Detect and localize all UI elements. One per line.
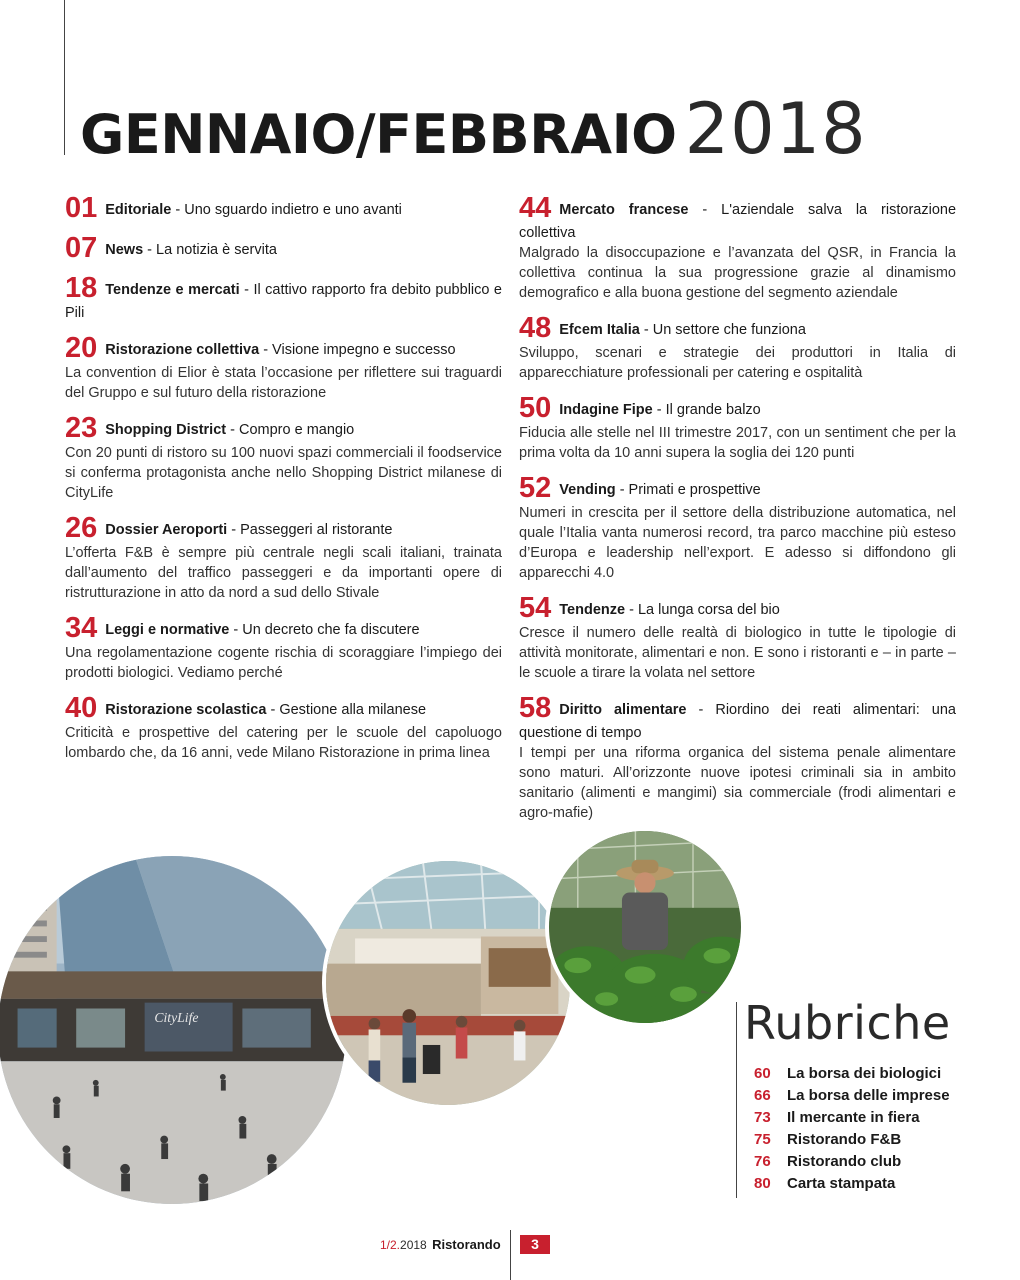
contents-entry[interactable] [519, 473, 956, 583]
contents-entry[interactable] [65, 413, 502, 503]
entry-description: Sviluppo, scenari e strategie dei produttori in Italia di apparecchiature professionali per catering e ospitalità [519, 345, 956, 381]
page-number: 3 [520, 1235, 550, 1254]
rubrica-item[interactable] [754, 1173, 950, 1195]
entry-section-title: Ristorazione collettiva [105, 342, 260, 358]
entry-section-title: Tendenze [559, 602, 626, 618]
entry-page-number: 50 [519, 392, 552, 424]
rubrica-label: La borsa delle imprese [787, 1087, 950, 1104]
top-vertical-rule [64, 0, 65, 155]
rubrica-item[interactable] [754, 1151, 950, 1173]
rubrica-page-number: 75 [754, 1131, 771, 1148]
rubrica-item[interactable] [754, 1107, 950, 1129]
rubrica-item[interactable] [754, 1129, 950, 1151]
contents-entry[interactable] [65, 233, 502, 263]
rubrica-page-number: 60 [754, 1065, 771, 1082]
entry-page-number: 52 [519, 472, 552, 504]
entry-article-title: - Un settore che funziona [639, 322, 806, 338]
entry-article-title: - Visione impegno e successo [259, 342, 456, 358]
footer-issue: 1/2. [380, 1238, 401, 1252]
entry-page-number: 58 [519, 692, 552, 724]
entry-article-title: - Il cattivo rapporto fra debito pubblico e Pili [65, 282, 502, 321]
entry-article-title: - Primati e prospettive [615, 482, 761, 498]
rubriche-list [754, 1063, 950, 1195]
entry-page-number: 01 [65, 192, 98, 224]
entry-page-number: 20 [65, 332, 98, 364]
rubrica-label: Il mercante in fiera [787, 1109, 920, 1126]
contents-entry[interactable] [519, 693, 956, 823]
contents-left-column [65, 193, 502, 773]
airport-restaurant-photo [322, 857, 574, 1109]
entry-article-title: - Il grande balzo [652, 402, 761, 418]
entry-description: Numeri in crescita per il settore della distribuzione automatica, nel quale l’Italia vanta numerosi record, tra parco macchine più esteso d’Europa e leadership nell’export. E adesso si diffondono gli apparecchi 4.0 [519, 505, 956, 581]
entry-section-title: Mercato francese [559, 202, 689, 218]
footer-vertical-rule [510, 1230, 511, 1280]
contents-entry[interactable] [519, 193, 956, 303]
entry-article-title: - Passeggeri al ristorante [227, 522, 393, 538]
entry-section-title: Shopping District [105, 422, 227, 438]
entry-page-number: 18 [65, 272, 98, 304]
contents-entry[interactable] [519, 593, 956, 683]
entry-article-title: - Uno sguardo indietro e uno avanti [171, 202, 402, 218]
footer-year: 2018 [400, 1238, 427, 1252]
entry-section-title: Ristorazione scolastica [105, 702, 267, 718]
entry-article-title: - Gestione alla milanese [266, 702, 427, 718]
rubrica-page-number: 73 [754, 1109, 771, 1126]
entry-description: Fiducia alle stelle nel III trimestre 2017, con un sentiment che per la prima volta da 10 anni supera la soglia dei 120 punti [519, 425, 956, 461]
contents-entry[interactable] [65, 333, 502, 403]
entry-page-number: 23 [65, 412, 98, 444]
rubriche-heading: Rubriche [744, 996, 951, 1050]
entry-page-number: 48 [519, 312, 552, 344]
contents-entry[interactable] [65, 613, 502, 683]
issue-year: 2018 [684, 88, 867, 170]
entry-page-number: 34 [65, 612, 98, 644]
rubrica-label: Ristorando F&B [787, 1131, 902, 1148]
rubrica-item[interactable] [754, 1085, 950, 1107]
rubrica-page-number: 66 [754, 1087, 771, 1104]
entry-description: Malgrado la disoccupazione e l’avanzata del QSR, in Francia la collettiva continua la sua progressione grazie al dinamismo demografico e alla buona gestione del segmento aziendale [519, 245, 956, 301]
rubrica-page-number: 76 [754, 1153, 771, 1170]
rubrica-page-number: 80 [754, 1175, 771, 1192]
entry-section-title: Efcem Italia [559, 322, 640, 338]
rubrica-label: Ristorando club [787, 1153, 902, 1170]
entry-description: I tempi per una riforma organica del sistema penale alimentare sono maturi. All’orizzonte nuove ipotesi criminali sia in ambito sanitario (alimenti e mangimi) sia commerciale (frodi alimentari e agro-mafie) [519, 745, 956, 821]
entry-description: Con 20 punti di ristoro su 100 nuovi spazi commerciali il foodservice si conferma protagonista anche nello Shopping District milanese di CityLife [65, 445, 502, 501]
rubrica-label: Carta stampata [787, 1175, 896, 1192]
entry-description: Cresce il numero delle realtà di biologico in tutte le tipologie di attività monitorate, alimentari e non. E sono i ristoranti e – in parte – le scuole a tirare la volata nel settore [519, 625, 956, 681]
entry-description: La convention di Elior è stata l’occasione per riflettere sui traguardi del Gruppo e sul futuro della ristorazione [65, 365, 502, 401]
contents-entry[interactable] [519, 393, 956, 463]
entry-page-number: 26 [65, 512, 98, 544]
rubrica-label: La borsa dei biologici [787, 1065, 942, 1082]
contents-entry[interactable] [65, 193, 502, 223]
entry-page-number: 07 [65, 232, 98, 264]
organic-farmer-photo [545, 827, 745, 1027]
contents-entry[interactable] [65, 693, 502, 763]
entry-section-title: Tendenze e mercati [105, 282, 240, 298]
entry-section-title: Editoriale [105, 202, 172, 218]
contents-entry[interactable] [65, 513, 502, 603]
issue-header [80, 88, 867, 170]
entry-page-number: 44 [519, 192, 552, 224]
footer-brand: Ristorando [432, 1237, 501, 1252]
rubrica-item[interactable] [754, 1063, 950, 1085]
entry-section-title: Indagine Fipe [559, 402, 653, 418]
shopping-center-sign: CityLife [154, 1010, 199, 1026]
entry-page-number: 40 [65, 692, 98, 724]
entry-page-number: 54 [519, 592, 552, 624]
contents-entry[interactable] [65, 273, 502, 323]
issue-months: GENNAIO/FEBBRAIO [80, 103, 677, 166]
rubriche-vertical-rule [736, 1002, 737, 1198]
entry-description: L’offerta F&B è sempre più centrale negli scali italiani, trainata dall’aumento del traffico passeggeri e da importanti opere di ristrutturazione in atto da nord a sud dello Stivale [65, 545, 502, 601]
entry-description: Criticità e prospettive del catering per le scuole del capoluogo lombardo che, da 16 anni, vede Milano Ristorazione in prima linea [65, 725, 502, 761]
entry-article-title: - L'aziendale salva la ristorazione collettiva [519, 202, 957, 241]
entry-article-title: - Compro e mangio [226, 422, 355, 438]
shopping-district-photo [0, 852, 350, 1208]
entry-section-title: Diritto alimentare [559, 702, 687, 718]
entry-article-title: - La notizia è servita [143, 242, 277, 258]
entry-article-title: - Riordino dei reati alimentari: una questione di tempo [519, 702, 957, 741]
entry-description: Una regolamentazione cogente rischia di scoraggiare l’impiego dei prodotti biologici. Vediamo perché [65, 645, 502, 681]
contents-right-column [519, 193, 956, 833]
entry-section-title: Dossier Aeroporti [105, 522, 228, 538]
entry-article-title: - Un decreto che fa discutere [229, 622, 420, 638]
entry-section-title: Leggi e normative [105, 622, 230, 638]
entry-section-title: Vending [559, 482, 616, 498]
entry-section-title: News [105, 242, 144, 258]
entry-article-title: - La lunga corsa del bio [625, 602, 780, 618]
contents-entry[interactable] [519, 313, 956, 383]
page-footer [380, 1237, 501, 1252]
